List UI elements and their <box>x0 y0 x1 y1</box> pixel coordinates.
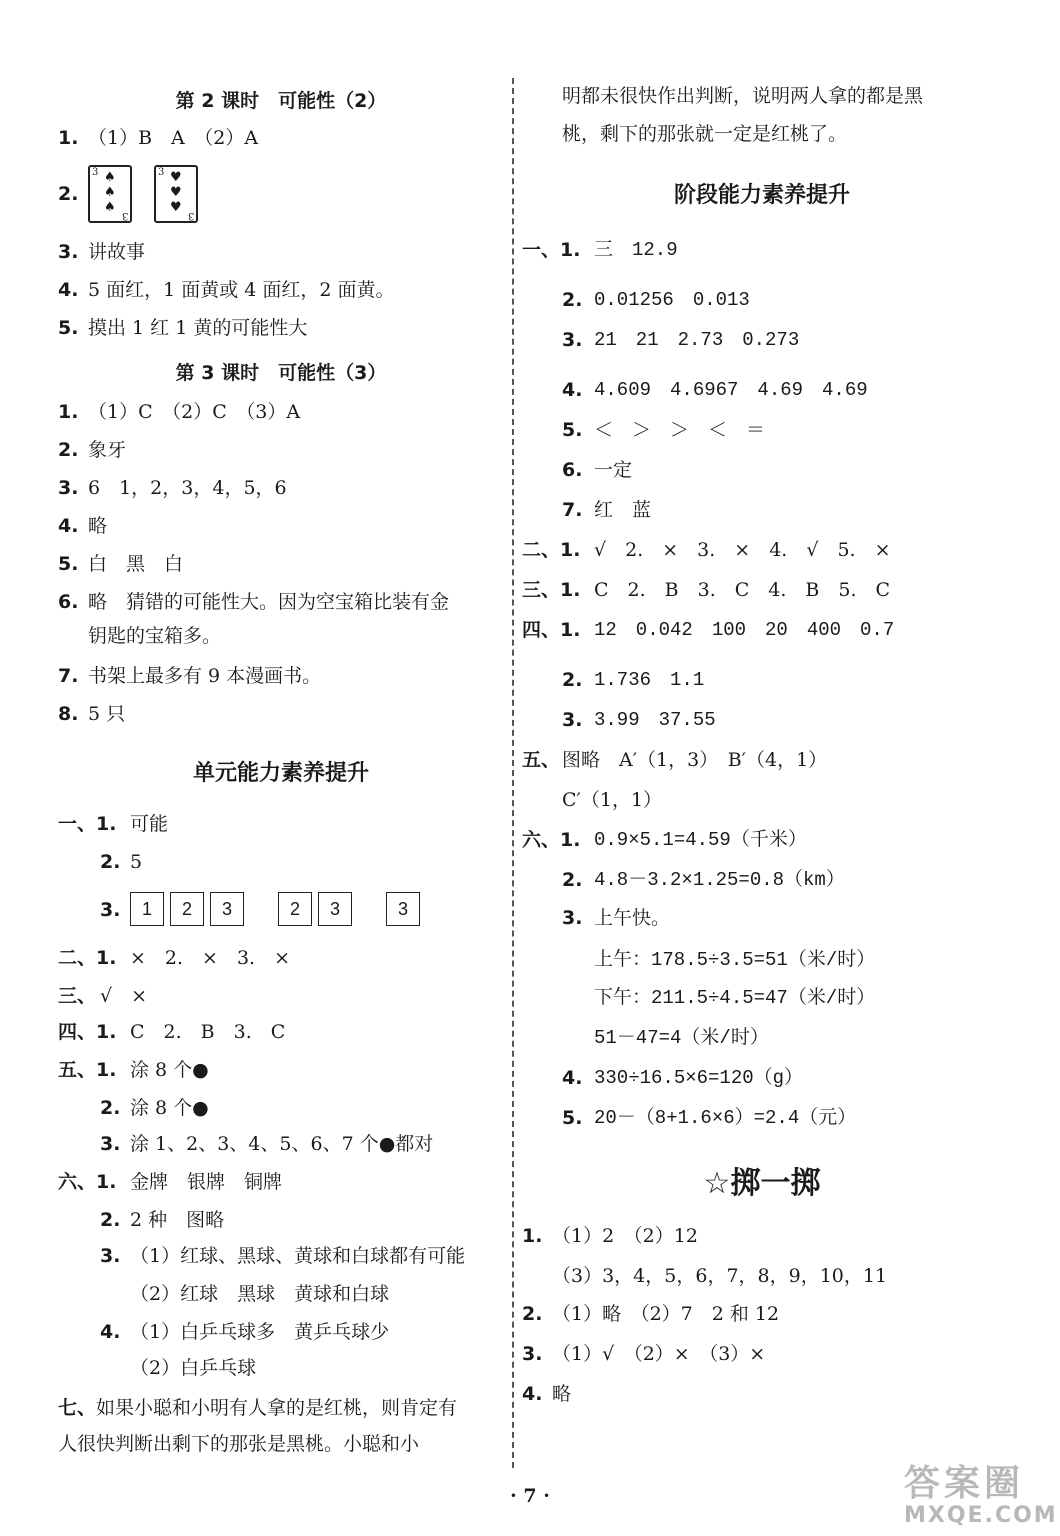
answer-item-number: 6. <box>58 591 79 613</box>
card-rank: 3 <box>121 210 128 221</box>
answer-item-number: 六、1. <box>522 829 581 851</box>
answer-item-number: 3. <box>522 1343 543 1365</box>
answer-item-text: 摸出 1 红 1 黄的可能性大 <box>88 317 308 339</box>
answer-item-number: 1. <box>522 1225 543 1247</box>
answer-item-text: 略 <box>88 515 108 537</box>
answer-item-number: 1. <box>58 401 79 423</box>
answer-item-number: 五、 <box>522 749 561 771</box>
answer-item-number: 一、1. <box>58 813 117 835</box>
answer-item-number: 4. <box>522 1383 543 1405</box>
answer-item-number: 4. <box>58 279 79 301</box>
answer-item-text: 12 0.042 100 20 400 0.7 <box>594 619 895 641</box>
answer-item-number: 4. <box>58 515 79 537</box>
answer-item-text: 下午：211.5÷4.5=47（米/时） <box>594 987 876 1009</box>
section-title-dice: ☆掷一掷 <box>703 1166 821 1201</box>
answer-item-number: 五、1. <box>58 1059 117 1081</box>
card-suit-icon: ♥ <box>170 170 182 185</box>
answer-item-text: √ 2. × 3. × 4. √ 5. × <box>594 539 891 561</box>
card-rank: 3 <box>158 167 165 178</box>
answer-item-number: 5. <box>58 317 79 339</box>
answer-item-number: 3. <box>562 907 583 929</box>
answer-item-number: 3. <box>58 241 79 263</box>
number-box: 3 <box>210 892 244 926</box>
card-figure <box>88 165 220 223</box>
card-suit-icon: ♠ <box>104 185 116 200</box>
section-title-lesson2: 第 2 课时 可能性（2） <box>175 90 387 112</box>
answer-item-text: 讲故事 <box>88 241 146 263</box>
answer-item-number: 二、1. <box>522 539 581 561</box>
section-title-lesson3: 第 3 课时 可能性（3） <box>175 362 387 384</box>
answer-item-number: 3. <box>562 329 583 351</box>
answer-item-text: 涂 8 个● <box>130 1097 209 1119</box>
answer-item-text: 象牙 <box>88 439 127 461</box>
answer-item-number: 2. <box>58 183 79 205</box>
answer-item-text: ＜ ＞ ＞ ＜ ＝ <box>594 419 766 441</box>
answer-item-text: 钥匙的宝箱多。 <box>88 625 222 647</box>
answer-item-number: 七、 <box>58 1397 97 1419</box>
answer-item-number: 5. <box>58 553 79 575</box>
answer-item-number: 4. <box>562 379 583 401</box>
answer-item-text: （2）白乒乓球 <box>130 1357 257 1379</box>
answer-item-text: 略 <box>552 1383 572 1405</box>
answer-item-text: 如果小聪和小明有人拿的是红桃，则肯定有 <box>96 1397 458 1419</box>
answer-item-number: 四、1. <box>58 1021 117 1043</box>
answer-item-number: 一、1. <box>522 239 581 261</box>
answer-item-text: 一定 <box>594 459 633 481</box>
answer-item-text: 人很快判断出剩下的那张是黑桃。小聪和小 <box>58 1433 420 1455</box>
answer-item-text: 0.9×5.1=4.59（千米） <box>594 829 807 851</box>
answer-item-number: 2. <box>100 1097 121 1119</box>
watermark-top: 答案圈 <box>904 1463 1025 1504</box>
answer-item-number: 4. <box>100 1321 121 1343</box>
answer-item-text: 略 猜错的可能性大。因为空宝箱比装有金 <box>88 591 450 613</box>
answer-item-text: （1）白乒乓球多 黄乒乓球少 <box>130 1321 390 1343</box>
answer-item-text: （1）B A （2）A <box>88 127 259 149</box>
answer-item-text: 21 21 2.73 0.273 <box>594 329 800 351</box>
answer-item-text: C 2. B 3. C <box>130 1021 286 1043</box>
card-suit-icon: ♥ <box>170 200 182 215</box>
continued-text: 桃，剩下的那张就一定是红桃了。 <box>562 123 848 145</box>
answer-item-text: 红 蓝 <box>594 499 652 521</box>
watermark-logo <box>904 1463 1058 1534</box>
answer-item-text: （1）2 （2）12 <box>552 1225 698 1247</box>
answer-item-text: 5 面红，1 面黄或 4 面红，2 面黄。 <box>88 279 395 301</box>
answer-item-text: × 2. × 3. × <box>130 947 291 969</box>
page-number: · 7 · <box>510 1485 550 1507</box>
number-box: 1 <box>130 892 164 926</box>
answer-item-text: （2）红球 黑球 黄球和白球 <box>130 1283 390 1305</box>
answer-item-text: 0.01256 0.013 <box>594 289 750 311</box>
answer-item-text: 三 12.9 <box>594 239 678 261</box>
answer-item-number: 二、1. <box>58 947 117 969</box>
answer-item-number: 7. <box>58 665 79 687</box>
answer-item-number: 6. <box>562 459 583 481</box>
answer-item-text: 5 <box>130 851 143 873</box>
answer-item-text: 330÷16.5×6=120（g） <box>594 1067 804 1089</box>
number-card-boxes <box>130 892 426 926</box>
answer-item-text: 书架上最多有 9 本漫画书。 <box>88 665 322 687</box>
playing-card <box>88 165 132 223</box>
answer-item-text: 6 1，2，3，4，5，6 <box>88 477 287 499</box>
answer-item-text: 涂 8 个● <box>130 1059 209 1081</box>
answer-item-number: 四、1. <box>522 619 581 641</box>
answer-item-number: 5. <box>562 1107 583 1129</box>
card-suit-icon: ♥ <box>170 185 182 200</box>
answer-item-number: 2. <box>100 851 121 873</box>
answer-item-text: 5 只 <box>88 703 126 725</box>
answer-item-number: 2. <box>58 439 79 461</box>
answer-item-text: 4.609 4.6967 4.69 4.69 <box>594 379 868 401</box>
answer-item-number: 2. <box>522 1303 543 1325</box>
answer-item-number: 7. <box>562 499 583 521</box>
section-title-stage: 阶段能力素养提升 <box>673 183 850 208</box>
answer-item-number: 3. <box>100 1133 121 1155</box>
answer-item-text: 白 黑 白 <box>88 553 184 575</box>
answer-item-text: 图略 A′（1，3） B′（4，1） <box>562 749 828 771</box>
answer-item-number: 2. <box>562 869 583 891</box>
answer-item-text: 20－（8+1.6×6）=2.4（元） <box>594 1107 857 1129</box>
answer-item-number: 六、1. <box>58 1171 117 1193</box>
answer-item-text: 上午快。 <box>594 907 671 929</box>
answer-item-text: 可能 <box>130 813 169 835</box>
answer-item-number: 3. <box>562 709 583 731</box>
answer-item-text: （3）3，4，5，6，7，8，9，10，11 <box>552 1265 888 1287</box>
playing-card <box>154 165 198 223</box>
answer-item-number: 2. <box>562 669 583 691</box>
answer-item-text: （1）略 （2）7 2 和 12 <box>552 1303 780 1325</box>
answer-item-text: （1）C （2）C （3）A <box>88 401 301 423</box>
answer-item-number: 8. <box>58 703 79 725</box>
answer-item-text: 2 种 图略 <box>130 1209 225 1231</box>
answer-item-text: 4.8－3.2×1.25=0.8（km） <box>594 869 845 891</box>
continued-text: 明都未很快作出判断，说明两人拿的都是黑 <box>562 85 924 107</box>
number-box: 2 <box>278 892 312 926</box>
answer-item-number: 2. <box>562 289 583 311</box>
card-rank: 3 <box>187 210 194 221</box>
card-suit-icon: ♠ <box>104 200 116 215</box>
answer-item-number: 1. <box>58 127 79 149</box>
answer-item-number: 3. <box>100 899 121 921</box>
column-divider <box>512 78 514 1468</box>
answer-item-number: 三、1. <box>522 579 581 601</box>
answer-item-text: C′（1，1） <box>562 789 663 811</box>
number-box: 3 <box>386 892 420 926</box>
answer-item-number: 2. <box>100 1209 121 1231</box>
card-rank: 3 <box>92 167 99 178</box>
section-title-unit: 单元能力素养提升 <box>192 761 369 786</box>
answer-item-text: （1）红球、黑球、黄球和白球都有可能 <box>130 1245 466 1267</box>
answer-item-text: 3.99 37.55 <box>594 709 716 731</box>
answer-item-text: 金牌 银牌 铜牌 <box>130 1171 283 1193</box>
answer-item-number: 4. <box>562 1067 583 1089</box>
answer-item-text: 涂 1、2、3、4、5、6、7 个●都对 <box>130 1133 434 1155</box>
answer-item-text: √ × <box>100 985 148 1007</box>
answer-item-text: 51－47=4（米/时） <box>594 1027 769 1049</box>
answer-item-number: 3. <box>58 477 79 499</box>
card-suit-icon: ♠ <box>104 170 116 185</box>
answer-item-text: 1.736 1.1 <box>594 669 705 691</box>
answer-item-number: 三、 <box>58 985 97 1007</box>
answer-item-text: 上午：178.5÷3.5=51（米/时） <box>594 949 876 971</box>
answer-item-number: 3. <box>100 1245 121 1267</box>
number-box: 2 <box>170 892 204 926</box>
watermark-bottom: MXQE.COM <box>904 1503 1058 1528</box>
answer-item-text: C 2. B 3. C 4. B 5. C <box>594 579 891 601</box>
answer-item-text: （1）√ （2）× （3）× <box>552 1343 766 1365</box>
answer-item-number: 5. <box>562 419 583 441</box>
number-box: 3 <box>318 892 352 926</box>
